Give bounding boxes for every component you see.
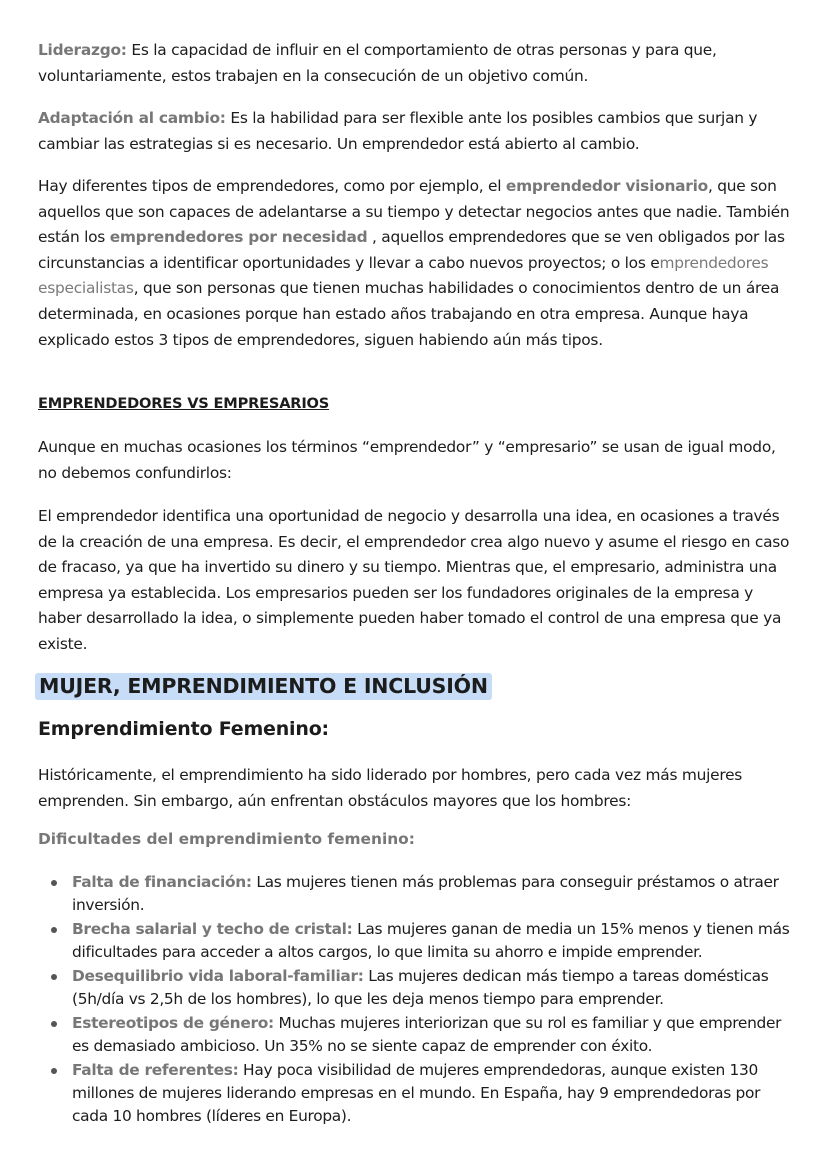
term-especialistas: mprendedores especialistas <box>38 253 769 298</box>
section-heading-highlight <box>35 673 492 700</box>
list-item <box>38 871 790 918</box>
item-text: Hay poca visibilidad de mujeres emprendedoras, aunque existen 130 millones de mujeres liderando empresas en el mundo. En España, hay 9 emprendedoras por cada 10 hombres (líderes en Europa). <box>72 1060 761 1126</box>
tipos-text-1: Hay diferentes tipos de emprendedores, como por ejemplo, el <box>38 177 506 195</box>
intro-paragraph: Históricamente, el emprendimiento ha sido liderado por hombres, pero cada vez más mujeres emprenden. Sin embargo, aún enfrentan obstáculos mayores que los hombres: <box>38 766 743 810</box>
list-item <box>38 1059 790 1129</box>
list-item <box>38 1012 790 1059</box>
tipos-text-4: , que son personas que tienen muchas habilidades o conocimientos dentro de un área determinada, en ocasiones porque han estado años trabajando en otra empresa. Aunque haya explicado estos 3 tipos de emprendedores, siguen habiendo aún más tipos. <box>38 279 780 349</box>
bullet-icon <box>51 880 57 886</box>
vs-body: El emprendedor identifica una oportunidad de negocio y desarrolla una idea, en ocasiones a través de la creación de una empresa. Es decir, el emprendedor crea algo nuevo y asume el riesgo en caso de fracaso, ya que ha invertido su dinero y su tiempo. Mientras que, el empresario, administra una empresa ya establecida. Los empresarios pueden ser los fundadores originales de la empresa y haber desarrollado la idea, o simplemente pueden haber tomado el control de una empresa que ya existe. <box>38 507 790 653</box>
bullet-icon <box>51 974 57 980</box>
vs-intro: Aunque en muchas ocasiones los términos “emprendedor” y “empresario” se usan de igual modo, no debemos confundirlos: <box>38 438 776 482</box>
item-text: Las mujeres dedican más tiempo a tareas domésticas (5h/día vs 2,5h de los hombres), lo que les deja menos tiempo para emprender. <box>72 966 769 1009</box>
term-liderazgo: Liderazgo: <box>38 41 127 59</box>
list-item <box>38 965 790 1012</box>
item-term: Falta de referentes: <box>72 1060 239 1079</box>
text-liderazgo: Es la capacidad de influir en el comportamiento de otras personas y para que, voluntariamente, estos trabajen en la consecución de un objetivo común. <box>38 41 717 85</box>
list-item <box>38 918 790 965</box>
item-term: Estereotipos de género: <box>72 1013 274 1032</box>
vs-heading: EMPRENDEDORES VS EMPRESARIOS <box>38 395 330 412</box>
item-term: Brecha salarial y techo de cristal: <box>72 919 353 938</box>
paragraph-tipos <box>38 174 790 353</box>
bullet-icon <box>51 927 57 933</box>
paragraph-liderazgo <box>38 38 790 89</box>
item-term: Desequilibrio vida laboral-familiar: <box>72 966 364 985</box>
dificultades-list <box>38 871 790 1129</box>
item-text: Las mujeres ganan de media un 15% menos y tienen más dificultades para acceder a altos cargos, lo que limita su ahorro e impide emprender. <box>72 919 790 962</box>
tipos-text-3: , aquellos emprendedores que se ven obligados por las circunstancias a identificar oportunidades y llevar a cabo nuevos proyectos; o los e <box>38 228 785 272</box>
tipos-text-2: , que son aquellos que son capaces de adelantarse a su tiempo y detectar negocios antes que nadie. También están los <box>38 177 790 247</box>
term-adaptacion: Adaptación al cambio: <box>38 109 226 127</box>
term-visionario: emprendedor visionario <box>505 177 708 195</box>
paragraph-adaptacion <box>38 106 790 157</box>
bullet-icon <box>51 1021 57 1027</box>
item-text: Las mujeres tienen más problemas para conseguir préstamos o atraer inversión. <box>72 873 779 915</box>
item-text: Muchas mujeres interiorizan que su rol es familiar y que emprender es demasiado ambicioso. Un 35% no se siente capaz de emprender con éxito. <box>72 1013 782 1055</box>
item-term: Falta de financiación: <box>72 873 252 891</box>
section-heading: MUJER, EMPRENDIMIENTO E INCLUSIÓN <box>39 674 488 698</box>
term-necesidad: emprendedores por necesidad <box>109 228 368 247</box>
dificultades-heading: Dificultades del emprendimiento femenino: <box>38 830 415 848</box>
bullet-icon <box>51 1068 57 1074</box>
sub-heading: Emprendimiento Femenino: <box>38 718 329 740</box>
text-adaptacion: Es la habilidad para ser flexible ante los posibles cambios que surjan y cambiar las estrategias si es necesario. Un emprendedor está abierto al cambio. <box>38 109 758 153</box>
